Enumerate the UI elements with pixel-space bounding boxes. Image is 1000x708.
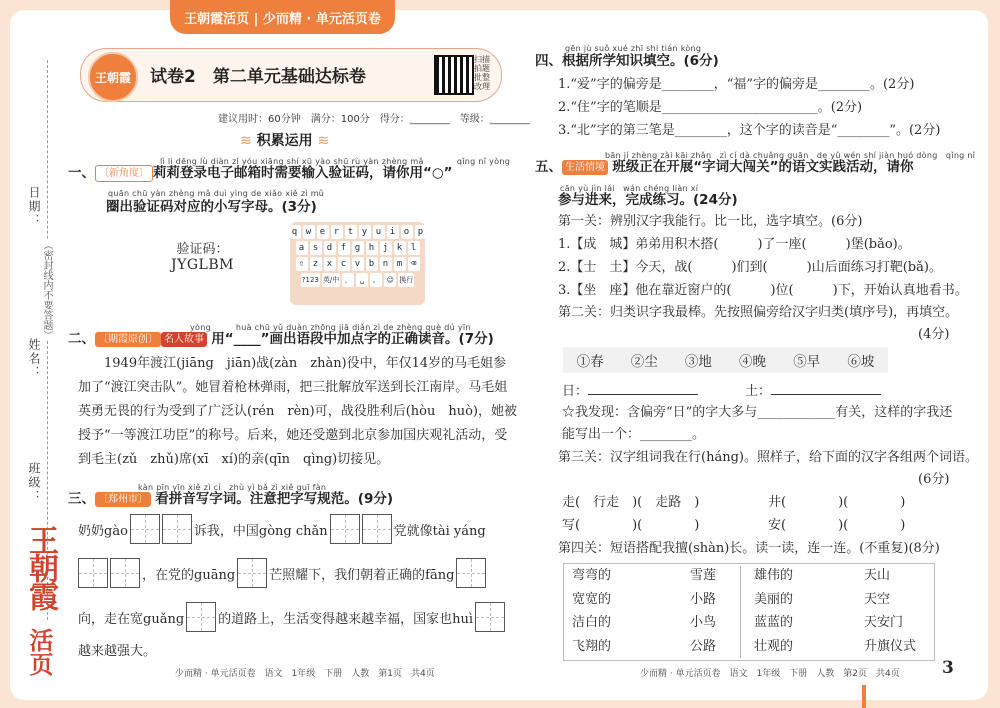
- level3-title: 第三关：汉字组词我在行(háng)。照样子，给下面的汉字各组两个词语。: [558, 450, 978, 465]
- write-box[interactable]: [456, 558, 486, 588]
- match-col-1: [572, 564, 611, 658]
- keyboard-key: a: [296, 241, 308, 255]
- keyboard-key: b: [366, 257, 378, 271]
- level3-item: 走( 行走 )( 走路 ): [562, 495, 700, 510]
- match-item[interactable]: 天空: [864, 591, 891, 607]
- level3-score: (6分): [918, 472, 950, 487]
- keyboard-key: m: [394, 257, 406, 271]
- match-divider: [740, 566, 741, 658]
- accent-bar: [862, 685, 866, 708]
- option-di: ③地: [684, 354, 712, 370]
- q3-text: 奶奶gào: [78, 523, 128, 539]
- match-item[interactable]: 雪莲: [690, 568, 717, 583]
- write-box[interactable]: [475, 602, 505, 632]
- q3-number: 三、: [68, 491, 95, 507]
- q5-tag: 生活情境: [562, 160, 608, 175]
- q4-item-3: 3.“北”字的第三笔是________，这个字的读音是“________”。(2分): [558, 123, 941, 138]
- q4-item-2: 2.“住”字的笔顺是________________________。(2分): [558, 100, 863, 115]
- keyboard-key: c: [338, 257, 350, 271]
- q1-pinyin: lì li dēng lù diàn zǐ yóu xiāng shí xū yào shū rù yàn zhèng mǎ qǐng nǐ yòng: [160, 157, 511, 166]
- level3-item: 井( )( ): [768, 495, 906, 510]
- match-item[interactable]: 弯弯的: [572, 568, 612, 583]
- q3-row1: [78, 514, 518, 544]
- keyboard-key: s: [310, 241, 322, 255]
- match-item[interactable]: 蓝蓝的: [754, 615, 794, 630]
- keyboard-key: h: [366, 241, 378, 255]
- keyboard-row: [293, 241, 422, 255]
- keyboard-key: g: [352, 241, 364, 255]
- page-number: 3: [942, 658, 954, 678]
- q3-text: 诉我，中国gòng chǎn: [193, 523, 328, 539]
- level1-item-2: 2.【士 土】今天，战( )们到( )山后面练习打靶(bǎ)。: [558, 260, 942, 275]
- q3-text: 向，走在宽guǎng: [78, 611, 185, 627]
- match-item[interactable]: 天山: [864, 568, 891, 583]
- write-box[interactable]: [362, 514, 392, 544]
- captcha-label: 验证码：: [176, 242, 229, 257]
- q5-heading: [535, 156, 955, 178]
- date-label: 日期：: [27, 186, 41, 228]
- option-chun: ①春: [576, 354, 604, 370]
- level3-item: 安( )( ): [768, 518, 906, 533]
- keyboard-row: [293, 225, 422, 239]
- q1-text2: 圈出验证码对应的小写字母。(3分): [106, 199, 317, 215]
- q5-title2: 参与进来，完成练习。(24分): [558, 192, 738, 208]
- q2-paragraph: 1949年渡江(jiāng jiān)战(zàn zhàn)役中，年仅14岁的马毛姐参加了“渡江突击队”。她冒着枪林弹雨，把三批解放军送到长江南岸。马毛姐英勇无畏的行为受到了广泛认(rén rèn)可，战役胜利后(hòu huò)，她被授予“一等渡江功臣”的称号。后来，她还受邀到北京参加国庆观礼活动，受到毛主(zǔ zhǔ)席(xī xí)的亲(qīn qìng)切接见。: [78, 356, 517, 467]
- q2-tag: 〔期霞原创〕: [95, 332, 161, 347]
- brand-logo: 王朝霞: [23, 525, 58, 609]
- q5-number: 五、: [535, 159, 562, 175]
- write-box[interactable]: [330, 514, 360, 544]
- exam-meta: 建议用时：60分钟 满分：100分 得分：________ 等级：________: [218, 114, 530, 125]
- sun-blank[interactable]: [588, 380, 698, 395]
- binding-margin: [0, 0, 60, 708]
- q3-tag: 〔郑州市〕: [95, 492, 151, 507]
- q1-line1: [68, 162, 518, 184]
- keyboard-key: ?123: [301, 273, 320, 287]
- q3-row3: [78, 602, 518, 632]
- q5-pinyin2: cān yù jìn lái wán chéng liàn xí: [560, 184, 699, 193]
- q4-title: 根据所学知识填空。(6分): [562, 53, 719, 69]
- write-box[interactable]: [130, 514, 160, 544]
- level2-find: ☆我发现：含偏旁“日”的字大多与____________有关，这样的字我还能写出一个：________。: [562, 405, 953, 442]
- keyboard-key: i: [387, 225, 399, 239]
- keyboard-key: y: [359, 225, 371, 239]
- wave-icon: ≋: [240, 133, 252, 149]
- q2-heading: [68, 328, 523, 350]
- q2-tag2: 名人故事: [161, 332, 207, 347]
- keyboard-key: z: [310, 257, 322, 271]
- q1-pinyin2: quān chū yàn zhèng mǎ duì yìng de xiǎo xiě zì mǔ: [108, 189, 325, 198]
- level2-sun-row: [562, 380, 698, 403]
- q4-heading: [535, 50, 719, 72]
- option-chen: ②尘: [630, 354, 658, 370]
- match-col-3: [754, 564, 793, 658]
- keyboard-key: f: [338, 241, 350, 255]
- q3-row4: [78, 640, 518, 659]
- keyboard-key: 。: [370, 273, 382, 287]
- option-wan: ④晚: [739, 354, 767, 370]
- wave-icon: ≋: [317, 133, 330, 149]
- keyboard-key: q: [289, 225, 301, 239]
- q2-text: 用“____”画出语段中加点字的正确读音。(7分): [211, 331, 494, 347]
- class-label: 班级：: [27, 462, 41, 504]
- q1-number: 一、: [68, 165, 95, 181]
- q5-title: 班级正在开展“字词大闯关”的语文实践活动，请你: [612, 159, 914, 175]
- match-col-2: [690, 564, 716, 658]
- keyboard-key: d: [324, 241, 336, 255]
- match-box: [563, 563, 935, 661]
- q3-text: 芒照耀下，我们朝着正确的fāng: [269, 567, 455, 583]
- level2-score: (4分): [918, 327, 950, 342]
- q3-text: 越来越强大。: [78, 644, 157, 659]
- q1-line2: [106, 196, 317, 218]
- keyboard-key: l: [408, 241, 420, 255]
- paper-title: 试卷2 第二单元基础达标卷: [150, 67, 366, 87]
- match-item[interactable]: 公路: [690, 638, 717, 654]
- earth-label: 土：: [745, 384, 772, 399]
- keyboard-image: [290, 222, 425, 305]
- sun-label: 日：: [562, 384, 589, 399]
- keyboard-key: n: [380, 257, 392, 271]
- level2-options: [563, 347, 888, 373]
- keyboard-key: e: [317, 225, 329, 239]
- keyboard-key: w: [303, 225, 315, 239]
- q3-text: ，在党的guāng: [142, 567, 236, 583]
- q3-heading: [68, 488, 393, 510]
- captcha-value: JYGLBM: [171, 257, 234, 273]
- match-item[interactable]: 壮观的: [754, 638, 794, 654]
- earth-blank[interactable]: [771, 380, 881, 395]
- keyboard-key: j: [380, 241, 392, 255]
- match-item[interactable]: 小鸟: [690, 615, 717, 630]
- q4-pinyin: gēn jù suǒ xué zhī shi tián kòng: [565, 44, 702, 53]
- keyboard-key: u: [373, 225, 385, 239]
- q3-pinyin: kàn pīn yīn xiě zì cí zhù yì bǎ zì xiě guī fàn: [138, 483, 327, 492]
- keyboard-key: ␣: [356, 273, 368, 287]
- qr-code-icon[interactable]: [434, 55, 474, 95]
- captcha-box: [140, 238, 265, 273]
- q1-text: 莉莉登录电子邮箱时需要输入验证码，请你用“○”: [153, 165, 453, 181]
- q5-heading2: [558, 189, 738, 211]
- q3-row2: [78, 558, 518, 588]
- write-box[interactable]: [78, 558, 108, 588]
- write-box[interactable]: [162, 514, 192, 544]
- brand-logo-circle: 王朝霞: [88, 52, 138, 102]
- match-item[interactable]: 宽宽的: [572, 591, 612, 607]
- match-item[interactable]: 雄伟的: [754, 568, 794, 583]
- keyboard-key: ☺: [384, 273, 396, 287]
- q2-number: 二、: [68, 331, 95, 347]
- keyboard-key: p: [415, 225, 427, 239]
- match-item[interactable]: 升旗仪式: [864, 638, 917, 654]
- section-heading: [240, 130, 329, 150]
- level2-earth-row: [745, 380, 881, 403]
- q3-text: 看拼音写字词。注意把字写规范。(9分): [155, 491, 394, 507]
- keyboard-key: ，: [342, 273, 354, 287]
- write-box[interactable]: [237, 558, 267, 588]
- keyboard-key: ⇧: [296, 257, 308, 271]
- keyboard-key: t: [345, 225, 357, 239]
- seal-note: （密封线内不要答题）: [41, 240, 52, 340]
- q3-text: 党就像tài yáng: [393, 523, 486, 539]
- name-label: 姓名：: [27, 338, 41, 380]
- q4-item-1: 1.“爱”字的偏旁是________，“福”字的偏旁是________。(2分): [558, 77, 915, 92]
- footer-right: 少而精 · 单元活页卷 语文 1年级 下册 人教 第2页 共4页: [640, 669, 900, 679]
- qr-label: 扫描拍题批整改理: [474, 55, 490, 91]
- write-box[interactable]: [110, 558, 140, 588]
- q4-number: 四、: [535, 53, 562, 69]
- match-item[interactable]: 洁白的: [572, 615, 612, 630]
- q3-text: 的道路上，生活变得越来越幸福，国家也huì: [218, 611, 474, 627]
- write-box[interactable]: [186, 602, 216, 632]
- level1-title: 第一关：辨别汉字我能行。比一比，选字填空。(6分): [558, 214, 863, 229]
- match-item[interactable]: 小路: [690, 591, 717, 607]
- keyboard-key: ⌫: [408, 257, 420, 271]
- q2-pinyin: yòng huà chū yǔ duàn zhōng jiā diǎn zì de zhèng què dú yīn: [190, 323, 471, 332]
- option-zao: ⑤早: [793, 354, 821, 370]
- level1-item-1: 1.【成 城】弟弟用积木搭( )了一座( )堡(bǎo)。: [558, 237, 911, 252]
- match-item[interactable]: 天安门: [864, 615, 904, 630]
- level1-item-3: 3.【坐 座】他在靠近窗户的( )位( )下，开始认真地看书。: [558, 283, 968, 298]
- brand-sub: 活页: [25, 628, 54, 676]
- footer-left: 少而精 · 单元活页卷 语文 1年级 下册 人教 第1页 共4页: [175, 669, 435, 679]
- q1-tag: 〔新角度〕: [95, 165, 153, 182]
- match-item[interactable]: 飞翔的: [572, 638, 612, 654]
- option-po: ⑥坡: [847, 354, 875, 370]
- level4-title: 第四关：短语搭配我擅(shàn)长。读一读，连一连。(不重复)(8分): [558, 541, 940, 556]
- keyboard-key: o: [401, 225, 413, 239]
- keyboard-key: v: [352, 257, 364, 271]
- keyboard-key: 换行: [398, 273, 414, 287]
- match-col-4: [864, 564, 916, 658]
- keyboard-key: k: [394, 241, 406, 255]
- keyboard-key: x: [324, 257, 336, 271]
- topbar: 王朝霞活页 | 少而精 · 单元活页卷: [170, 0, 395, 34]
- level3-item: 写( )( ): [562, 518, 700, 533]
- section-title: 积累运用: [256, 133, 313, 149]
- q5-pinyin: bān jí zhèng zài kāi zhǎn zì cí dà chuǎng guān de yǔ wén shí jiàn huó dòng qǐng nǐ: [605, 151, 976, 160]
- keyboard-key: 英/中: [322, 273, 340, 287]
- match-item[interactable]: 美丽的: [754, 591, 794, 607]
- level2-title: 第二关：归类识字我最棒。先按照偏旁给汉字归类(填序号)，再填空。: [558, 305, 959, 320]
- keyboard-bottom-row: [293, 273, 422, 287]
- keyboard-key: r: [331, 225, 343, 239]
- keyboard-row: [293, 257, 422, 271]
